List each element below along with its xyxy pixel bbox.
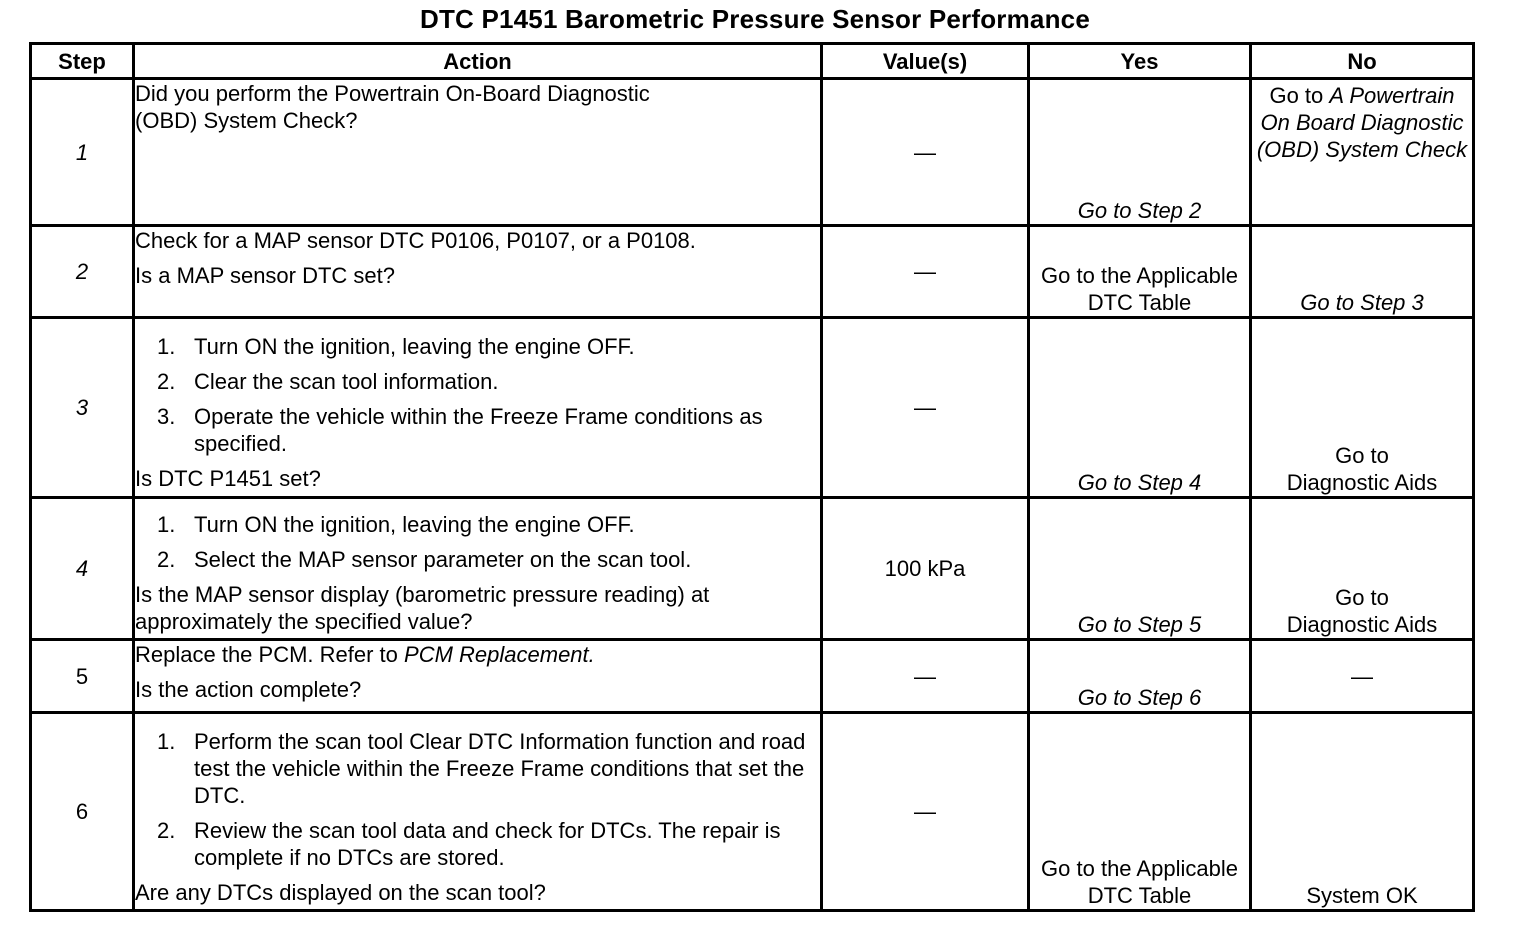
- action-prefix: Replace the PCM. Refer to: [135, 642, 398, 667]
- substep-list: [135, 728, 820, 871]
- table-row: [31, 713, 1474, 911]
- table-row: [31, 640, 1474, 713]
- yes-cell: Go to the Applicable DTC Table: [1029, 713, 1251, 911]
- value-cell: —: [822, 713, 1029, 911]
- no-prefix: Go to: [1269, 83, 1324, 108]
- value-cell: 100 kPa: [822, 498, 1029, 640]
- header-values: Value(s): [822, 44, 1029, 79]
- page-title: DTC P1451 Barometric Pressure Sensor Performance: [419, 4, 1090, 34]
- no-cell: [1251, 318, 1474, 498]
- no-cell: —: [1251, 640, 1474, 713]
- step-number: 1: [31, 79, 134, 226]
- question-text: Is the action complete?: [135, 677, 362, 702]
- no-text: Go to: [1335, 443, 1389, 468]
- action-text: [135, 641, 820, 668]
- yes-cell: Go to Step 4: [1029, 318, 1251, 498]
- no-cell: Go to Step 3: [1251, 226, 1474, 318]
- question-text: Are any DTCs displayed on the scan tool?: [135, 880, 546, 905]
- substep-list: [135, 511, 820, 573]
- header-action: Action: [134, 44, 822, 79]
- substep-item: 1. Perform the scan tool Clear DTC Information function and road test the vehicle within the Freeze Frame conditions that set the DTC.: [157, 729, 806, 808]
- question-text: Is a MAP sensor DTC set?: [135, 263, 396, 288]
- substep-text: Select the MAP sensor parameter on the scan tool.: [194, 547, 692, 572]
- no-cell: System OK: [1251, 713, 1474, 911]
- step-number: 2: [31, 226, 134, 318]
- action-reference: PCM Replacement.: [404, 642, 595, 667]
- action-cell: [134, 498, 822, 640]
- table-row: [31, 226, 1474, 318]
- action-cell: [134, 318, 822, 498]
- question-text: Is DTC P1451 set?: [135, 466, 321, 491]
- header-no: No: [1251, 44, 1474, 79]
- action-cell: [134, 640, 822, 713]
- substep-text: Clear the scan tool information.: [194, 369, 499, 394]
- no-cell: [1251, 498, 1474, 640]
- value-cell: —: [822, 79, 1029, 226]
- action-cell: [134, 79, 822, 226]
- step-number: 3: [31, 318, 134, 498]
- question-text: Is the MAP sensor display (barometric pressure reading) at approximately the specified value?: [135, 582, 710, 634]
- no-text: Go to: [1335, 585, 1389, 610]
- table-row: [31, 79, 1474, 226]
- yes-cell: Go to Step 2: [1029, 79, 1251, 226]
- no-cell: [1251, 79, 1474, 226]
- substep-text: Turn ON the ignition, leaving the engine OFF.: [194, 512, 635, 537]
- substep-item: 2. Review the scan tool data and check for DTCs. The repair is complete if no DTCs are stored.: [157, 818, 781, 870]
- substep-text: Operate the vehicle within the Freeze Frame conditions as specified.: [194, 404, 763, 456]
- value-cell: —: [822, 318, 1029, 498]
- yes-cell: Go to Step 6: [1029, 640, 1251, 713]
- table-row: [31, 498, 1474, 640]
- substep-item: 3. Operate the vehicle within the Freeze Frame conditions as specified.: [157, 404, 763, 456]
- action-cell: [134, 713, 822, 911]
- no-text: Diagnostic Aids: [1286, 612, 1438, 637]
- step-number: 4: [31, 498, 134, 640]
- table-header-row: [31, 44, 1474, 79]
- no-link-text: A Powertrain On Board Diagnostic (OBD) System Check: [1256, 83, 1468, 162]
- step-number: 5: [31, 640, 134, 713]
- action-text: Check for a MAP sensor DTC P0106, P0107, or a P0108.: [135, 228, 696, 253]
- substep-list: [135, 333, 820, 457]
- substep-item: 2. Select the MAP sensor parameter on the scan tool.: [157, 547, 692, 572]
- yes-cell: Go to the Applicable DTC Table: [1029, 226, 1251, 318]
- value-cell: —: [822, 226, 1029, 318]
- substep-text: Review the scan tool data and check for DTCs. The repair is complete if no DTCs are stored.: [194, 818, 781, 870]
- substep-item: 1. Turn ON the ignition, leaving the engine OFF.: [157, 334, 635, 359]
- yes-cell: Go to Step 5: [1029, 498, 1251, 640]
- table-row: [31, 318, 1474, 498]
- substep-text: Turn ON the ignition, leaving the engine OFF.: [194, 334, 635, 359]
- header-yes: Yes: [1029, 44, 1251, 79]
- no-text: Diagnostic Aids: [1286, 470, 1438, 495]
- value-cell: —: [822, 640, 1029, 713]
- substep-item: 2. Clear the scan tool information.: [157, 369, 499, 394]
- step-number: 6: [31, 713, 134, 911]
- action-text: (OBD) System Check?: [135, 108, 358, 133]
- header-step: Step: [31, 44, 134, 79]
- substep-text: Perform the scan tool Clear DTC Information function and road test the vehicle within the Freeze Frame conditions that set the DTC.: [194, 729, 806, 808]
- dtc-table: [29, 42, 1475, 912]
- action-cell: [134, 226, 822, 318]
- substep-item: 1. Turn ON the ignition, leaving the engine OFF.: [157, 512, 635, 537]
- action-text: Did you perform the Powertrain On-Board Diagnostic: [135, 81, 650, 106]
